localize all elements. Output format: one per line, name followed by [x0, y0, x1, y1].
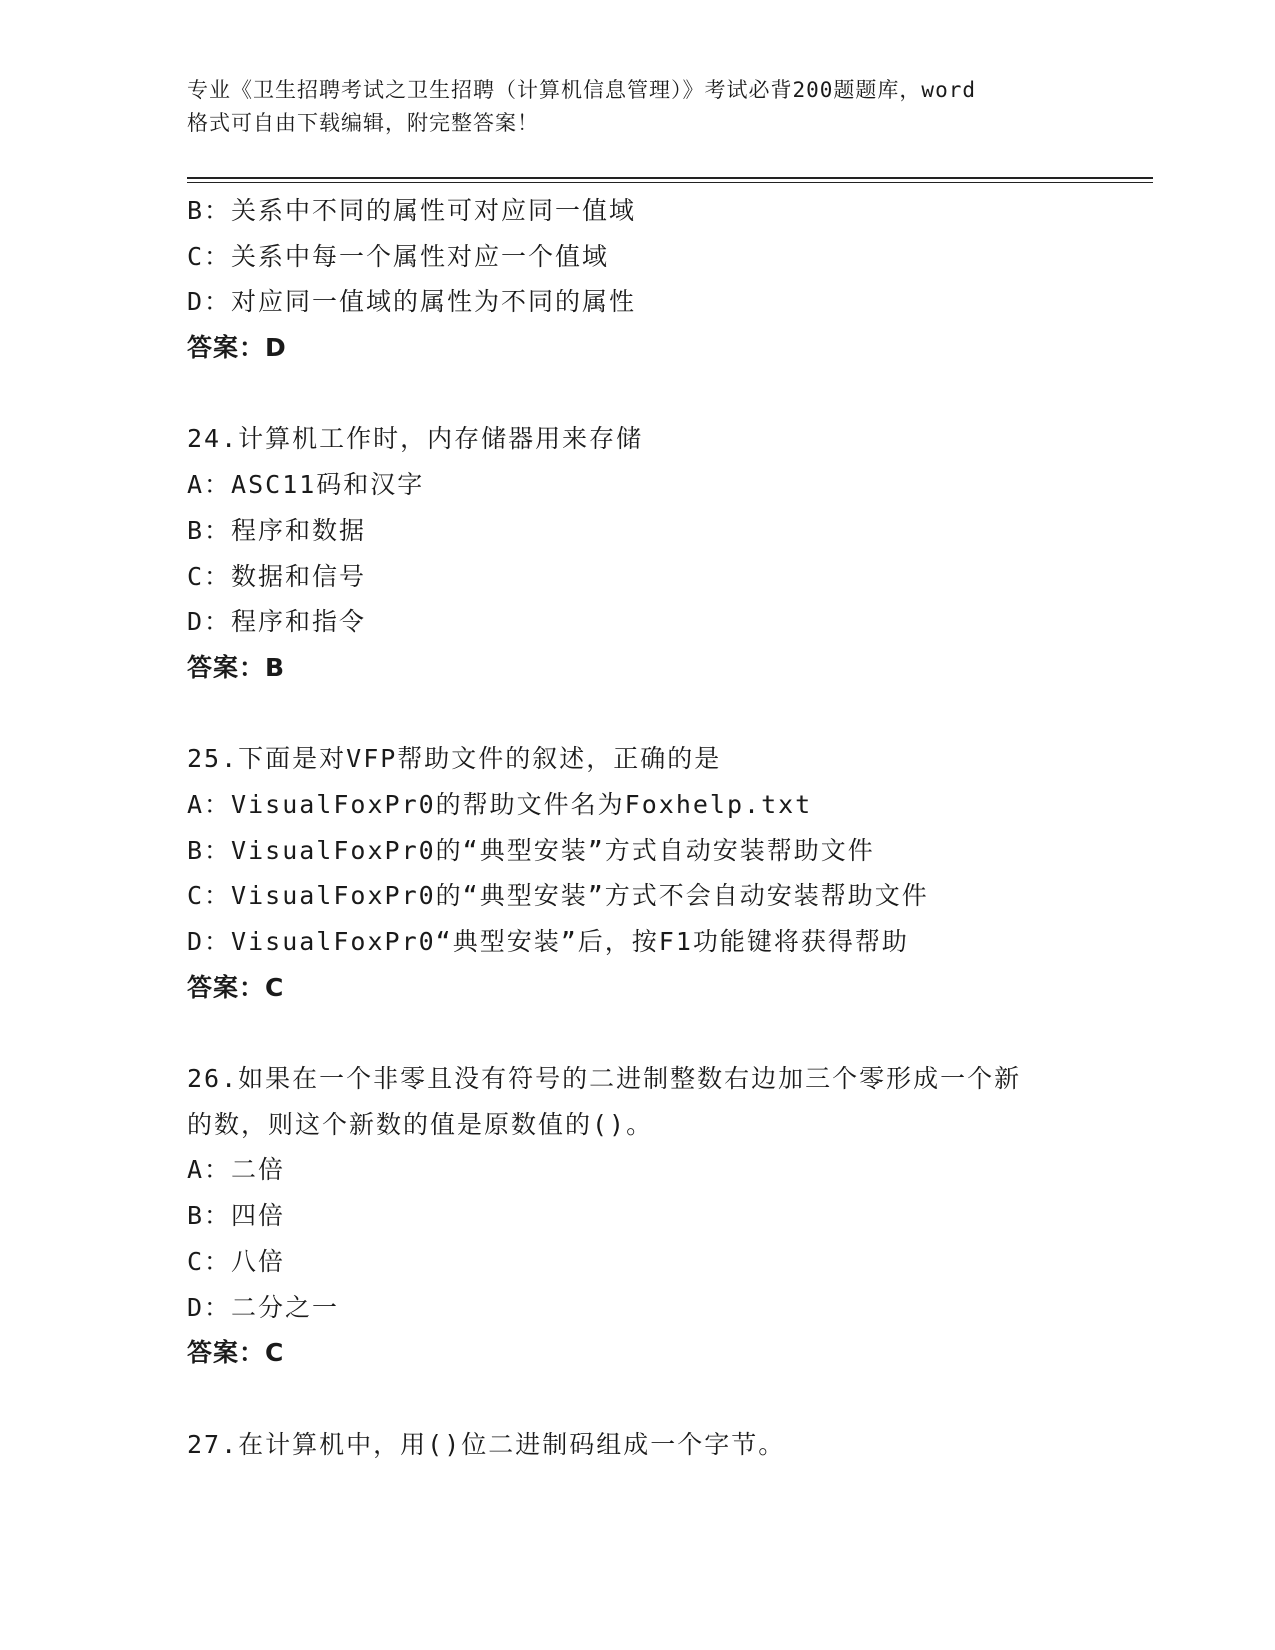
question-26: [187, 1056, 1087, 1376]
header-divider-thin: [187, 182, 1153, 183]
option-c: C：八倍: [187, 1246, 286, 1276]
question-text: 25.下面是对VFP帮助文件的叙述，正确的是: [187, 744, 722, 774]
option-d: D：对应同一值域的属性为不同的属性: [187, 287, 637, 317]
option-b: B：四倍: [187, 1201, 286, 1231]
question-list: [187, 188, 1087, 1467]
header-divider-thick: [187, 177, 1153, 179]
header-line-1: 专业《卫生招聘考试之卫生招聘（计算机信息管理）》考试必背200题题库，word: [187, 78, 976, 102]
question-23: [187, 188, 1087, 371]
spacer: [187, 371, 1087, 417]
option-b: B：关系中不同的属性可对应同一值域: [187, 196, 637, 225]
question-text-line-1: 26.如果在一个非零且没有符号的二进制整数右边加三个零形成一个新: [187, 1064, 1022, 1094]
spacer: [187, 691, 1087, 737]
question-text: 24.计算机工作时，内存储器用来存储: [187, 424, 644, 454]
option-d: D：VisualFoxPr0“典型安装”后，按F1功能键将获得帮助: [187, 927, 909, 956]
answer: 答案：D: [187, 333, 287, 363]
spacer: [187, 1376, 1087, 1422]
question-25: [187, 736, 1087, 1010]
option-c: C：关系中每一个属性对应一个值域: [187, 241, 610, 271]
question-text-line-2: 的数，则这个新数的值是原数值的()。: [187, 1109, 654, 1139]
header-line-2: 格式可自由下载编辑，附完整答案！: [187, 111, 539, 135]
option-d: D：程序和指令: [187, 607, 367, 637]
spacer: [187, 1010, 1087, 1056]
answer: 答案：C: [187, 1338, 285, 1368]
document-header: [187, 74, 1087, 140]
option-c: C：VisualFoxPr0的“典型安装”方式不会自动安装帮助文件: [187, 881, 929, 911]
option-a: A：ASC11码和汉字: [187, 470, 425, 500]
option-b: B：VisualFoxPr0的“典型安装”方式自动安装帮助文件: [187, 835, 875, 865]
answer: 答案：C: [187, 972, 285, 1002]
question-27: [187, 1422, 1087, 1468]
option-a: A：VisualFoxPr0的帮助文件名为Foxhelp.txt: [187, 789, 813, 819]
question-24: [187, 416, 1087, 690]
question-text: 27.在计算机中，用()位二进制码组成一个字节。: [187, 1429, 786, 1459]
option-d: D：二分之一: [187, 1292, 340, 1322]
option-c: C：数据和信号: [187, 561, 367, 591]
option-b: B：程序和数据: [187, 515, 367, 545]
option-a: A：二倍: [187, 1155, 286, 1185]
answer: 答案：B: [187, 652, 286, 682]
